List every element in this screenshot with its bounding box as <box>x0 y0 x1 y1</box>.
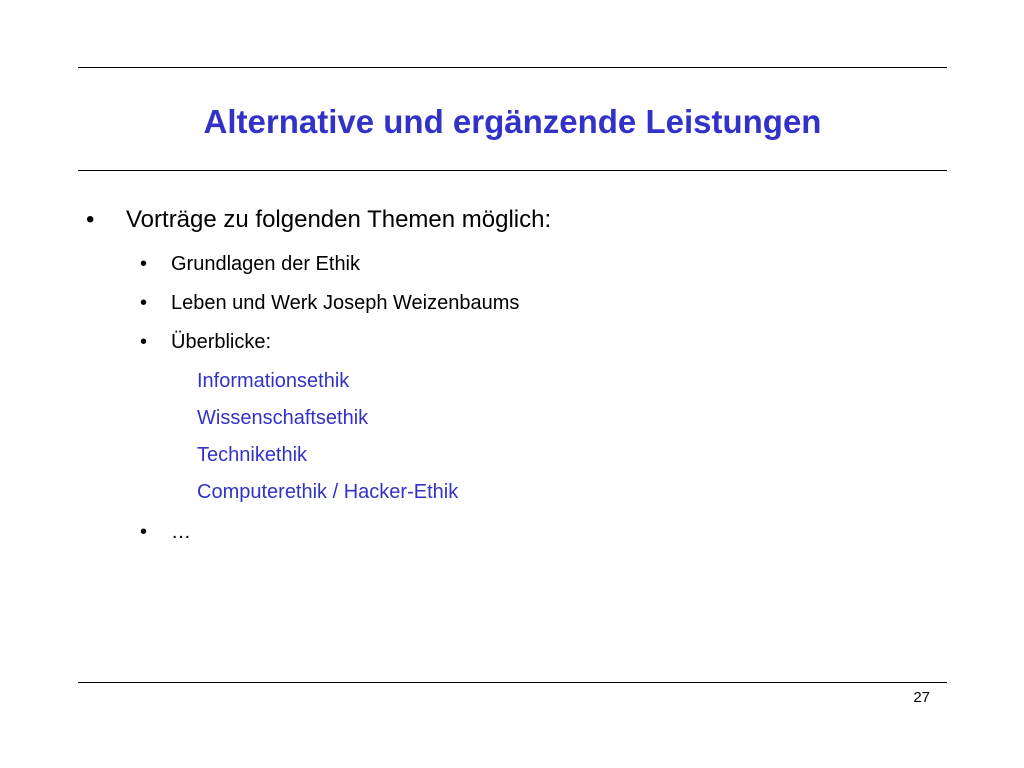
bullet-icon: • <box>140 331 148 353</box>
overview-link-technikethik[interactable]: Technikethik <box>197 444 308 466</box>
sub-bullet-text: Leben und Werk Joseph Weizenbaums <box>171 292 520 314</box>
bullet-icon: • <box>86 206 95 233</box>
slide-title: Alternative und ergänzende Leistungen <box>203 103 822 140</box>
bullet-icon: • <box>140 292 148 314</box>
overview-link-informationsethik[interactable]: Informationsethik <box>197 370 350 392</box>
bullet-icon: • <box>140 253 148 275</box>
overview-link-list <box>197 363 458 511</box>
main-bullet-text: Vorträge zu folgenden Themen möglich: <box>126 206 552 233</box>
main-bullet-item <box>86 202 551 238</box>
sub-bullet-text: Grundlagen der Ethik <box>171 253 361 275</box>
sub-bullet-item <box>140 517 191 547</box>
overview-link-computerethik[interactable]: Computerethik / Hacker-Ethik <box>197 481 459 503</box>
sub-bullet-text: … <box>171 521 191 543</box>
footer-divider <box>78 682 947 683</box>
sub-bullet-item <box>140 249 360 279</box>
sub-bullet-text: Überblicke: <box>171 331 272 353</box>
page-number: 27 <box>913 689 930 706</box>
overview-link-wissenschaftsethik[interactable]: Wissenschaftsethik <box>197 407 369 429</box>
sub-bullet-item <box>140 327 271 357</box>
sub-bullet-item <box>140 288 519 318</box>
bullet-icon: • <box>140 521 148 543</box>
